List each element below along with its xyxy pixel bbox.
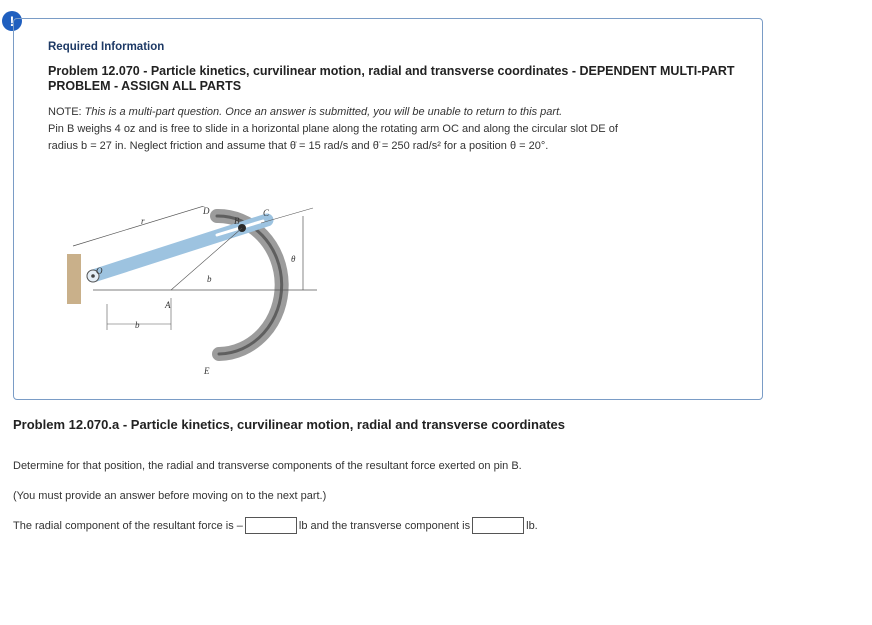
label-theta: θ	[291, 254, 296, 264]
label-b-mid: b	[207, 274, 212, 284]
problem-title: Problem 12.070 - Particle kinetics, curvilinear motion, radial and transverse coordinates - DEPENDENT MULTI-PART PROBLEM - ASSIGN ALL PARTS	[48, 64, 735, 93]
note-text: This is a multi-part question. Once an answer is submitted, you will be unable to return to this part.	[84, 106, 563, 118]
problem-statement	[48, 104, 748, 155]
alert-icon: !	[2, 11, 22, 31]
question-text: Determine for that position, the radial and transverse components of the resultant force exerted on pin B.	[13, 460, 522, 472]
answer-prefix: The radial component of the resultant force is –	[13, 519, 243, 532]
transverse-component-input[interactable]	[472, 517, 524, 534]
wall-support	[67, 254, 81, 304]
label-B: B	[234, 216, 240, 226]
note-prefix: NOTE:	[48, 106, 85, 118]
statement-line-2: radius b = 27 in. Neglect friction and assume that θ̇ = 15 rad/s and θ̈ = 250 rad/s² for a position θ = 20°.	[48, 140, 549, 152]
answer-line	[13, 517, 538, 534]
required-information-panel	[13, 18, 763, 400]
answer-mid: lb and the transverse component is	[298, 519, 471, 532]
label-E: E	[204, 366, 210, 376]
statement-line-1: Pin B weighs 4 oz and is free to slide in a horizontal plane along the rotating arm OC and along the circular slot DE of	[48, 123, 618, 135]
answer-suffix: lb.	[526, 519, 538, 532]
label-D: D	[203, 206, 210, 216]
label-r: r	[141, 216, 145, 226]
mechanism-figure	[67, 206, 327, 386]
part-title: Problem 12.070.a - Particle kinetics, curvilinear motion, radial and transverse coordinates	[13, 417, 565, 432]
label-b-bottom: b	[135, 320, 140, 330]
pivot-pin	[91, 274, 95, 278]
label-C: C	[263, 208, 270, 218]
question-hint: (You must provide an answer before moving on to the next part.)	[13, 490, 327, 502]
label-O: O	[96, 266, 103, 276]
radial-component-input[interactable]	[245, 517, 297, 534]
required-information-label: Required Information	[48, 41, 165, 53]
label-A: A	[165, 300, 171, 310]
